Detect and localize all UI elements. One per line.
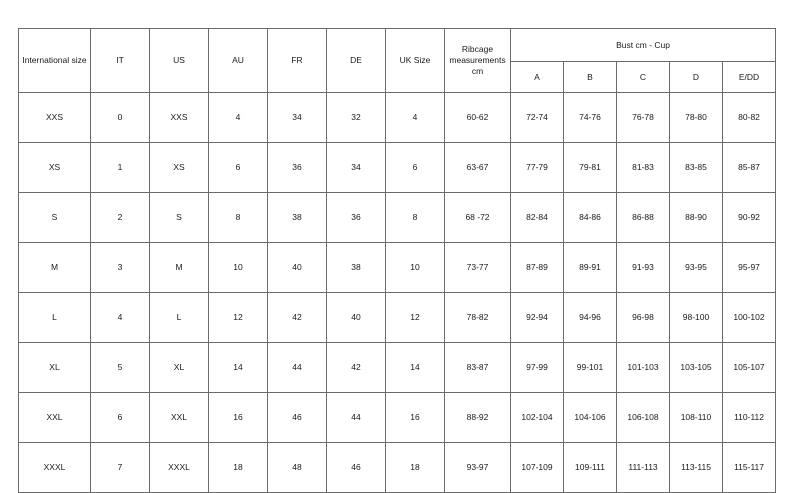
header-cup-edd: E/DD [723,62,776,93]
cell-cup-a: 107-109 [511,443,564,493]
cell-uk: 6 [386,143,445,193]
cell-fr: 48 [268,443,327,493]
cell-au: 4 [209,93,268,143]
table-header [19,29,776,93]
header-ribcage-label: Ribcage measurements cm [449,43,506,77]
cell-de: 42 [327,343,386,393]
cell-ribcage: 83-87 [445,343,511,393]
cell-cup-edd: 110-112 [723,393,776,443]
cell-cup-d: 108-110 [670,393,723,443]
cell-us: XS [150,143,209,193]
cell-de: 32 [327,93,386,143]
cell-international-size: L [19,293,91,343]
table-row [19,293,776,343]
cell-cup-a: 87-89 [511,243,564,293]
cell-cup-a: 77-79 [511,143,564,193]
cell-cup-edd: 100-102 [723,293,776,343]
cell-uk: 4 [386,93,445,143]
cell-it: 3 [91,243,150,293]
cell-ribcage: 78-82 [445,293,511,343]
cell-ribcage: 88-92 [445,393,511,443]
cell-au: 10 [209,243,268,293]
table-row [19,243,776,293]
cell-fr: 38 [268,193,327,243]
cell-cup-b: 89-91 [564,243,617,293]
cell-de: 34 [327,143,386,193]
cell-us: XXXL [150,443,209,493]
cell-cup-edd: 90-92 [723,193,776,243]
cell-de: 44 [327,393,386,443]
cell-cup-a: 102-104 [511,393,564,443]
cell-it: 7 [91,443,150,493]
header-cup-a: A [511,62,564,93]
cell-cup-a: 92-94 [511,293,564,343]
cell-cup-c: 91-93 [617,243,670,293]
cell-au: 6 [209,143,268,193]
cell-it: 6 [91,393,150,443]
cell-us: S [150,193,209,243]
cell-ribcage: 73-77 [445,243,511,293]
cell-uk: 14 [386,343,445,393]
cell-international-size: S [19,193,91,243]
header-bust-cup-group: Bust cm - Cup [511,29,776,62]
cell-cup-c: 96-98 [617,293,670,343]
cell-cup-b: 99-101 [564,343,617,393]
header-cup-b: B [564,62,617,93]
cell-cup-c: 111-113 [617,443,670,493]
cell-ribcage: 60-62 [445,93,511,143]
cell-fr: 34 [268,93,327,143]
cell-it: 5 [91,343,150,393]
cell-cup-d: 113-115 [670,443,723,493]
cell-cup-b: 84-86 [564,193,617,243]
header-de: DE [327,29,386,93]
header-it: IT [91,29,150,93]
cell-international-size: XS [19,143,91,193]
header-row-primary [19,29,776,62]
table-body [19,93,776,493]
cell-ribcage: 93-97 [445,443,511,493]
cell-fr: 40 [268,243,327,293]
cell-cup-b: 94-96 [564,293,617,343]
cell-cup-c: 106-108 [617,393,670,443]
cell-it: 1 [91,143,150,193]
cell-it: 4 [91,293,150,343]
cell-cup-a: 72-74 [511,93,564,143]
cell-au: 14 [209,343,268,393]
header-international-size [19,29,91,93]
cell-it: 0 [91,93,150,143]
cell-uk: 12 [386,293,445,343]
cell-us: XXS [150,93,209,143]
table-row [19,393,776,443]
cell-cup-b: 104-106 [564,393,617,443]
table-row [19,193,776,243]
cell-international-size: XXS [19,93,91,143]
cell-uk: 18 [386,443,445,493]
cell-uk: 16 [386,393,445,443]
cell-ribcage: 63-67 [445,143,511,193]
cell-cup-edd: 95-97 [723,243,776,293]
cell-uk: 10 [386,243,445,293]
header-ribcage-measurements [445,29,511,93]
cell-cup-c: 81-83 [617,143,670,193]
cell-uk: 8 [386,193,445,243]
cell-cup-edd: 80-82 [723,93,776,143]
header-au: AU [209,29,268,93]
table-row [19,143,776,193]
cell-it: 2 [91,193,150,243]
cell-cup-c: 101-103 [617,343,670,393]
cell-cup-d: 83-85 [670,143,723,193]
table-row [19,93,776,143]
cell-cup-a: 82-84 [511,193,564,243]
cell-ribcage: 68 -72 [445,193,511,243]
cell-cup-b: 79-81 [564,143,617,193]
cell-fr: 44 [268,343,327,393]
cell-international-size: XXXL [19,443,91,493]
cell-us: L [150,293,209,343]
cell-fr: 42 [268,293,327,343]
cell-cup-b: 74-76 [564,93,617,143]
cell-au: 8 [209,193,268,243]
header-us: US [150,29,209,93]
cell-international-size: M [19,243,91,293]
cell-au: 16 [209,393,268,443]
header-cup-c: C [617,62,670,93]
cell-de: 36 [327,193,386,243]
cell-cup-b: 109-111 [564,443,617,493]
cell-cup-edd: 85-87 [723,143,776,193]
cell-cup-a: 97-99 [511,343,564,393]
header-fr: FR [268,29,327,93]
cell-au: 18 [209,443,268,493]
cell-international-size: XXL [19,393,91,443]
cell-cup-d: 103-105 [670,343,723,393]
cell-au: 12 [209,293,268,343]
cell-cup-edd: 115-117 [723,443,776,493]
cell-fr: 46 [268,393,327,443]
cell-de: 40 [327,293,386,343]
cell-us: M [150,243,209,293]
header-international-size-label: International size [22,54,87,65]
cell-cup-c: 86-88 [617,193,670,243]
header-cup-d: D [670,62,723,93]
cell-cup-edd: 105-107 [723,343,776,393]
cell-de: 38 [327,243,386,293]
cell-cup-d: 93-95 [670,243,723,293]
header-uk-size: UK Size [386,29,445,93]
cell-cup-d: 98-100 [670,293,723,343]
size-chart-table [18,28,776,493]
table-row [19,343,776,393]
cell-us: XL [150,343,209,393]
cell-international-size: XL [19,343,91,393]
cell-cup-d: 78-80 [670,93,723,143]
cell-de: 46 [327,443,386,493]
cell-fr: 36 [268,143,327,193]
cell-us: XXL [150,393,209,443]
cell-cup-d: 88-90 [670,193,723,243]
cell-cup-c: 76-78 [617,93,670,143]
